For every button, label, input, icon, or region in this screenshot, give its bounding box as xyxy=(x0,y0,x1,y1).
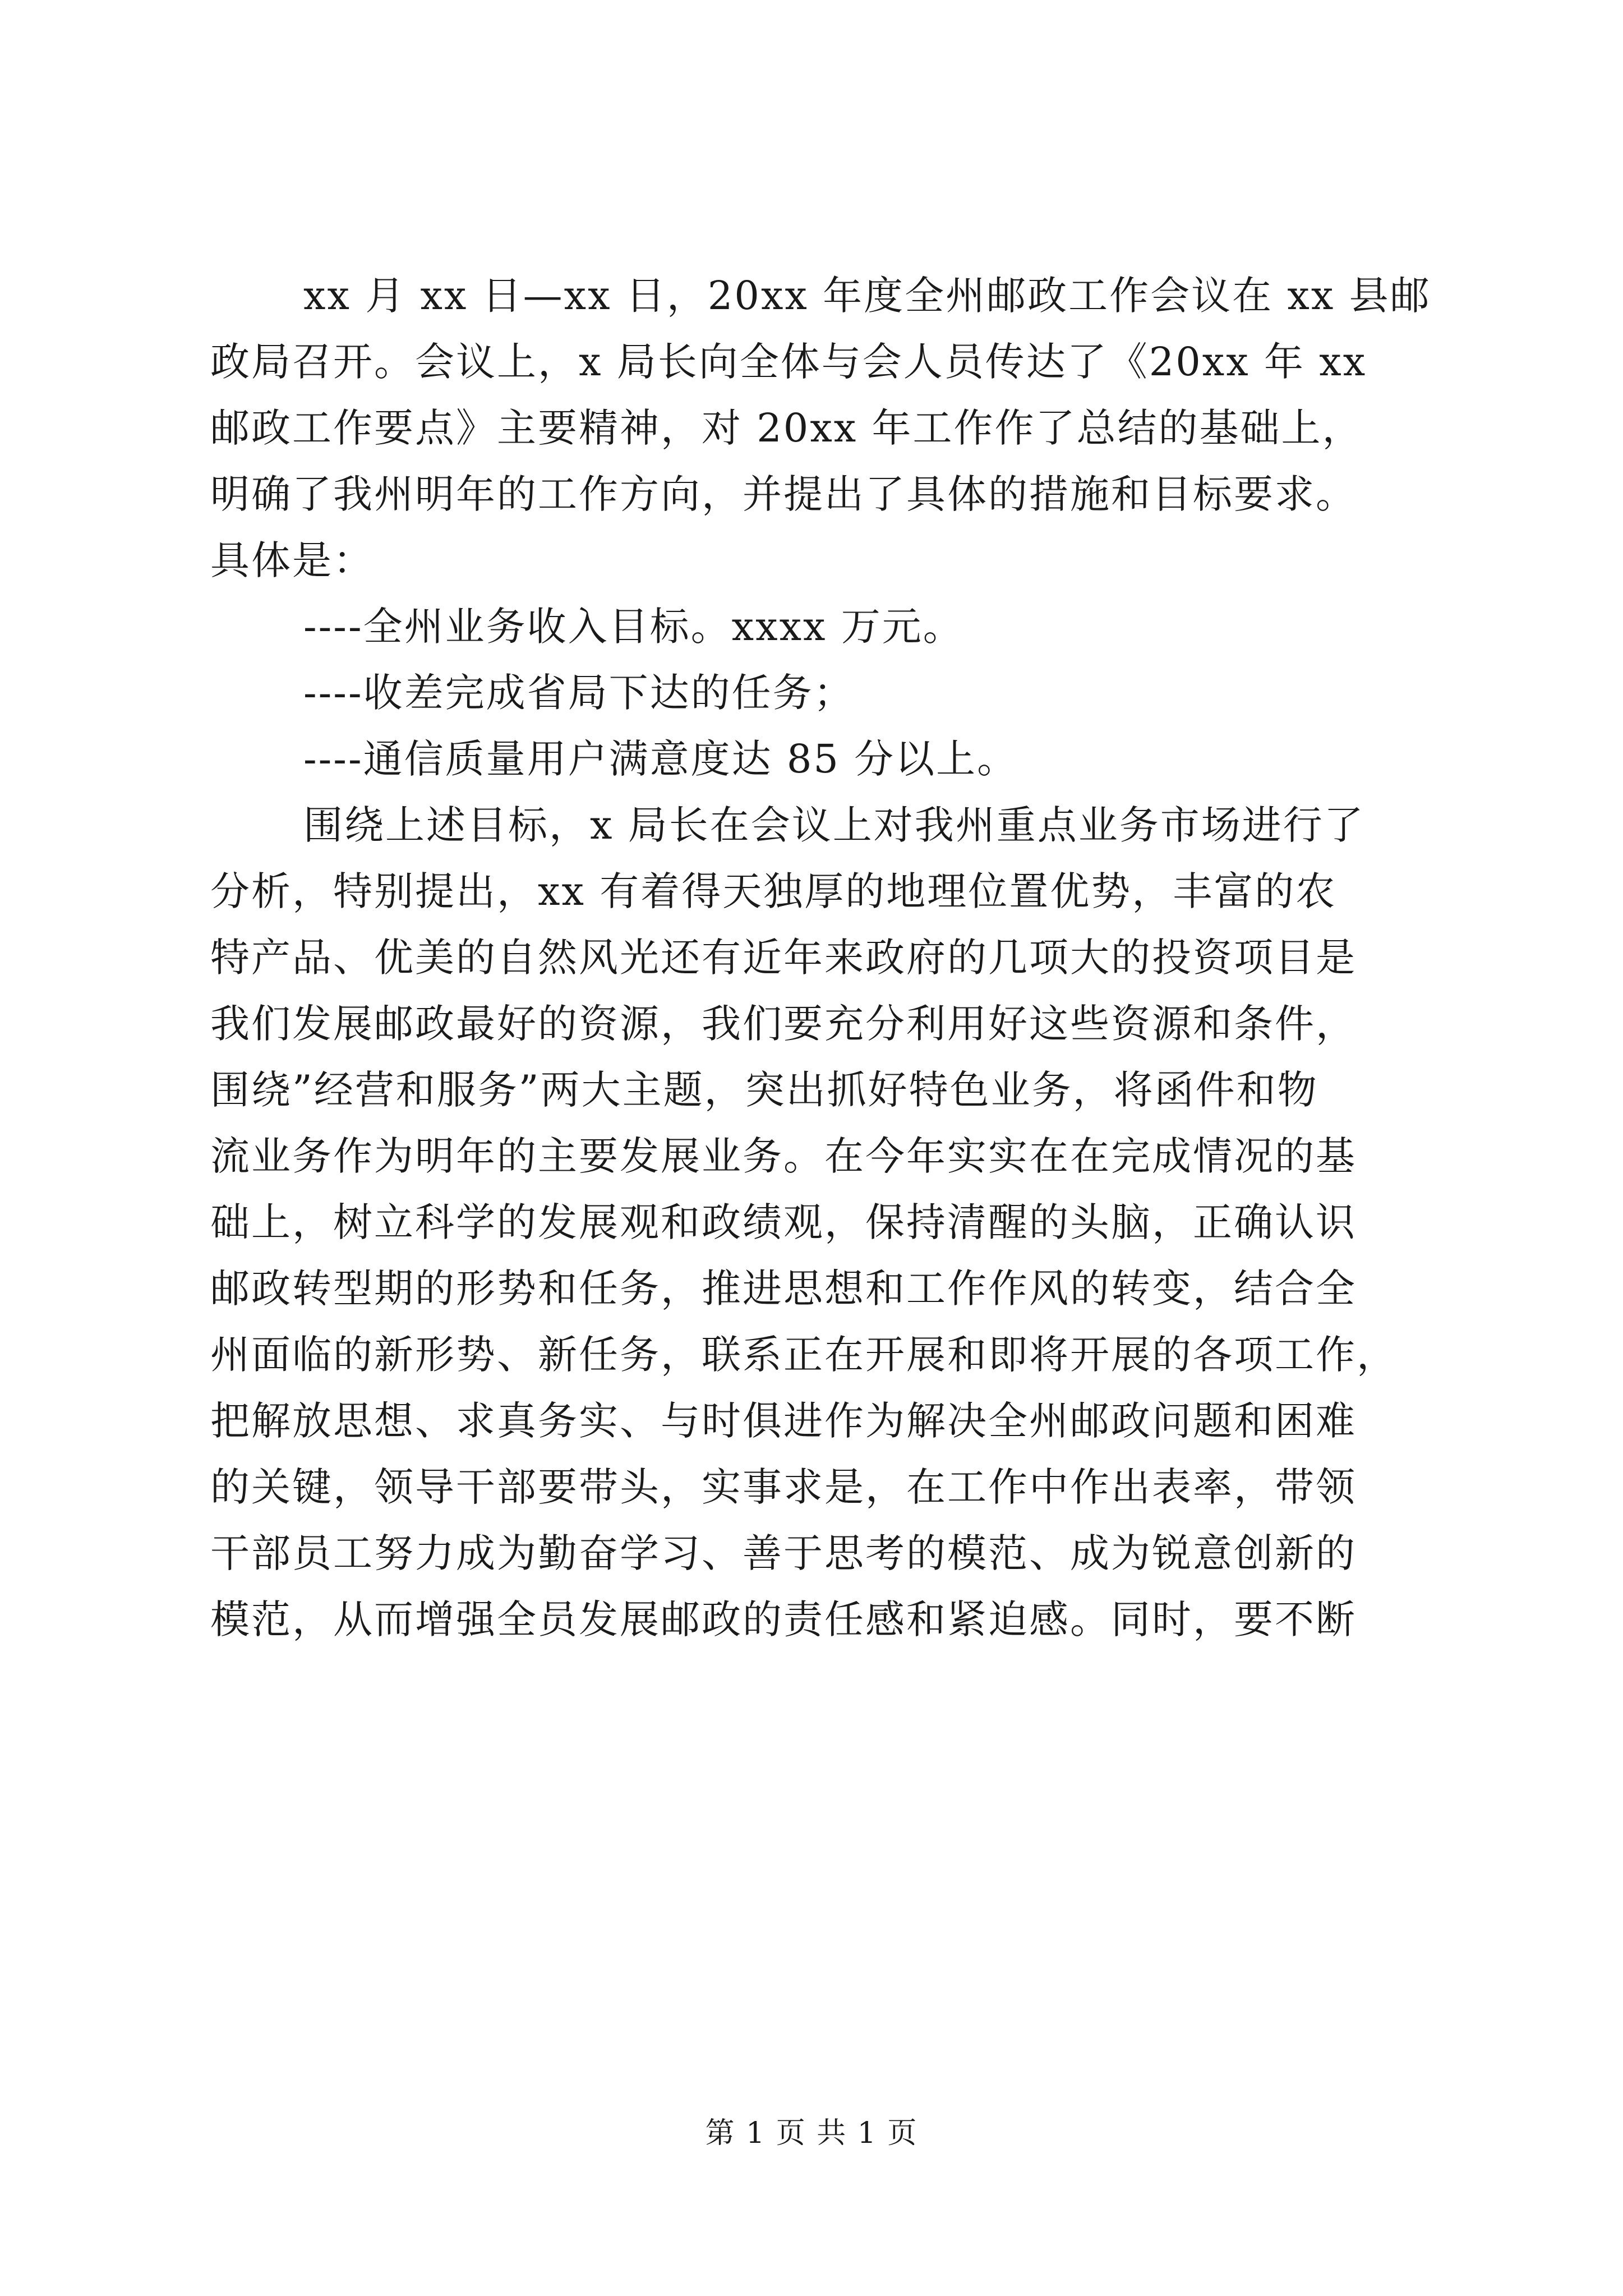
page-footer xyxy=(0,2109,1623,2151)
text-line: 邮政转型期的形势和任务，推进思想和工作作风的转变，结合全 xyxy=(210,1266,1357,1312)
text-line: 把解放思想、求真务实、与时俱进作为解决全州邮政问题和困难 xyxy=(210,1398,1357,1444)
text-line: 我们发展邮政最好的资源，我们要充分利用好这些资源和条件， xyxy=(210,1001,1357,1047)
text-line: xx 月 xx 日—xx 日，20xx 年度全州邮政工作会议在 xx 县邮 xyxy=(303,273,1431,319)
text-line: 分析，特别提出，xx 有着得天独厚的地理位置优势，丰富的农 xyxy=(210,868,1337,914)
text-line: 围绕”经营和服务”两大主题，突出抓好特色业务，将函件和物 xyxy=(210,1067,1318,1113)
text-line: 政局召开。会议上，x 局长向全体与会人员传达了《20xx 年 xx xyxy=(210,339,1367,385)
text-line: 础上，树立科学的发展观和政绩观，保持清醒的头脑，正确认识 xyxy=(210,1199,1357,1245)
list-item: ----通信质量用户满意度达 85 分以上。 xyxy=(303,736,1018,782)
text-line: 邮政工作要点》主要精神，对 20xx 年工作作了总结的基础上， xyxy=(210,405,1363,451)
page-number-label: 第 1 页 共 1 页 xyxy=(705,2116,918,2150)
text-line: 干部员工努力成为勤奋学习、善于思考的模范、成为锐意创新的 xyxy=(210,1530,1357,1576)
document-body xyxy=(210,263,1431,1653)
text-line: 流业务作为明年的主要发展业务。在今年实实在在完成情况的基 xyxy=(210,1133,1357,1179)
text-line: 明确了我州明年的工作方向，并提出了具体的措施和目标要求。 xyxy=(210,471,1357,517)
text-line: 模范，从而增强全员发展邮政的责任感和紧迫感。同时，要不断 xyxy=(210,1596,1357,1642)
text-line: 的关键，领导干部要带头，实事求是，在工作中作出表率，带领 xyxy=(210,1464,1357,1510)
text-line: 特产品、优美的自然风光还有近年来政府的几项大的投资项目是 xyxy=(210,935,1357,981)
list-item: ----收差完成省局下达的任务； xyxy=(303,670,855,716)
list-item: ----全州业务收入目标。xxxx 万元。 xyxy=(303,604,964,650)
text-line: 围绕上述目标，x 局长在会议上对我州重点业务市场进行了 xyxy=(303,802,1365,848)
text-line: 具体是： xyxy=(210,537,374,583)
text-line: 州面临的新形势、新任务，联系正在开展和即将开展的各项工作， xyxy=(210,1332,1398,1378)
